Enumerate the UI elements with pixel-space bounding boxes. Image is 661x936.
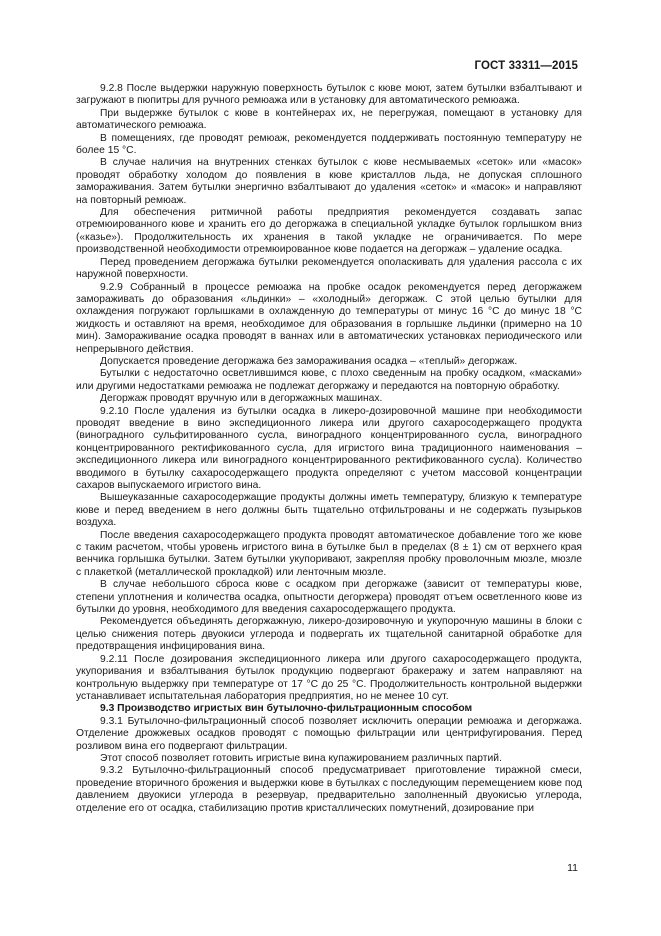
paragraph: 9.2.9 Собранный в процессе ремюажа на пробке осадок рекомендуется перед дегоржажем замораживать до образования «льдинки» – «холодный» дегоржаж. С этой целью бутылки для охлаждения погружают горлышками в охлажденную до температуры от минус 16 °С до минус 18 °С жидкость и оставляют на время, необходимое для образования в горлышке льдинки (примерно на 10 мин). Замораживание осадка проводят в ваннах или в автоматических установках периодического или непрерывного действия. (76, 281, 582, 355)
paragraph: После введения сахаросодержащего продукта проводят автоматическое добавление того же кюве с таким расчетом, чтобы уровень игристого вина в бутылке был в пределах (8 ± 1) см от верхнего края венчика горлышка бутылки. Затем бутылки укупоривают, закрепляя пробку проволочным мюзле, мюзле с плакеткой (металлической прокладкой) или ленточным мюзле. (76, 529, 582, 578)
standard-header: ГОСТ 33311—2015 (474, 60, 578, 72)
document-body (76, 83, 582, 815)
paragraph: 9.2.11 После дозирования экспедиционного ликера или другого сахаросодержащего продукта, укупоривания и взбалтывания бутылок продукцию подвергают бракеражу и затем направляют на контрольную выдержку при температуре от 17 °С до 25 °С. Продолжительность контрольной выдержки устанавливает испытательная лаборатория предприятия, но не менее 10 сут. (76, 653, 582, 702)
paragraph: Для обеспечения ритмичной работы предприятия рекомендуется создавать запас отремюированного кюве и хранить его до дегоржажа в специальной укладке бутылок горлышком вниз («казье»). Продолжительность их хранения в такой укладке не ограничивается. По мере производственной необходимости отремюированное кюве подается на дегоржаж – удаление осадка. (76, 207, 582, 256)
paragraph: При выдержке бутылок с кюве в контейнерах их, не перегружая, помещают в установку для автоматического ремюажа. (76, 107, 582, 132)
page-number: 11 (567, 862, 578, 874)
paragraph: Рекомендуется объединять дегоржажную, ликеро-дозировочную и укупорочную машины в блоки с целью снижения потерь двуокиси углерода и подвергать их тщательной санитарной обработке для предотвращения инфицирования вина. (76, 616, 582, 653)
paragraph: 9.2.10 После удаления из бутылки осадка в ликеро-дозировочной машине при необходимости проводят введение в вино экспедиционного ликера или другого сахаросодержащего продукта (виноградного сульфитированного сусла, виноградного концентрированного сусла, виноградного концентрированного ректификованного сусла, для игристого вина традиционного наименования – экспедиционного ликера или виноградного концентрированного ректификованного сусла). Количество вводимого в бутылку сахаросодержащего продукта определяют с учетом массовой концентрации сахаров выпускаемого игристого вина. (76, 405, 582, 491)
paragraph: Этот способ позволяет готовить игристые вина купажированием различных партий. (100, 752, 502, 764)
paragraph: 9.3.1 Бутылочно-фильтрационный способ позволяет исключить операции ремюажа и дегоржажа. Отделение дрожжевых осадков проводят с помощью фильтрации или центрифугирования. Перед розливом вина его подвергают фильтрации. (76, 715, 582, 752)
paragraph: Перед проведением дегоржажа бутылки рекомендуется ополаскивать для удаления рассола с их наружной поверхности. (76, 256, 582, 281)
paragraph: Вышеуказанные сахаросодержащие продукты должны иметь температуру, близкую к температуре кюве и перед введением в него должны быть тщательно отфильтрованы и не содержать пузырьков воздуха. (76, 492, 582, 529)
paragraph: Дегоржаж проводят вручную или в дегоржажных машинах. (100, 393, 383, 405)
section-heading: 9.3 Производство игристых вин бутылочно-фильтрационным способом (100, 703, 473, 715)
paragraph: Допускается проведение дегоржажа без замораживания осадка – «теплый» дегоржаж. (100, 355, 518, 367)
paragraph: 9.3.2 Бутылочно-фильтрационный способ предусматривает приготовление тиражной смеси, проведение вторичного брожения и выдержки кюве в бутылках с последующим перемещением кюве под давлением двуокиси углерода в резервуар, предварительно заполненный двуокисью углерода, отделение его от осадка, стабилизацию против кристаллических помутнений, дозирование при (76, 765, 582, 814)
paragraph: В помещениях, где проводят ремюаж, рекомендуется поддерживать постоянную температуру не более 15 °С. (76, 132, 582, 157)
paragraph: Бутылки с недостаточно осветлившимся кюве, с плохо сведенным на пробку осадком, «масками» или другими недостатками ремюажа не подлежат дегоржажу и передаются на повторную обработку. (76, 368, 582, 392)
paragraph: В случае небольшого сброса кюве с осадком при дегоржаже (зависит от температуры кюве, степени уплотнения и количества осадка, опытности дегоржера) проводят отъем осветленного кюве из бутылки до уровня, необходимого для введения сахаросодержащего продукта. (76, 579, 582, 616)
paragraph: 9.2.8 После выдержки наружную поверхность бутылок с кюве моют, затем бутылки взбалтывают и загружают в пюпитры для ручного ремюажа или в установку для автоматического ремюажа. (76, 83, 582, 107)
paragraph: В случае наличия на внутренних стенках бутылок с кюве несмываемых «сеток» или «масок» проводят обработку холодом до появления в кюве кристаллов льда, не допуская сплошного замораживания. Затем бутылки энергично взбалтывают до удаления «сеток» и «масок» и направляют на повторный ремюаж. (76, 157, 582, 206)
